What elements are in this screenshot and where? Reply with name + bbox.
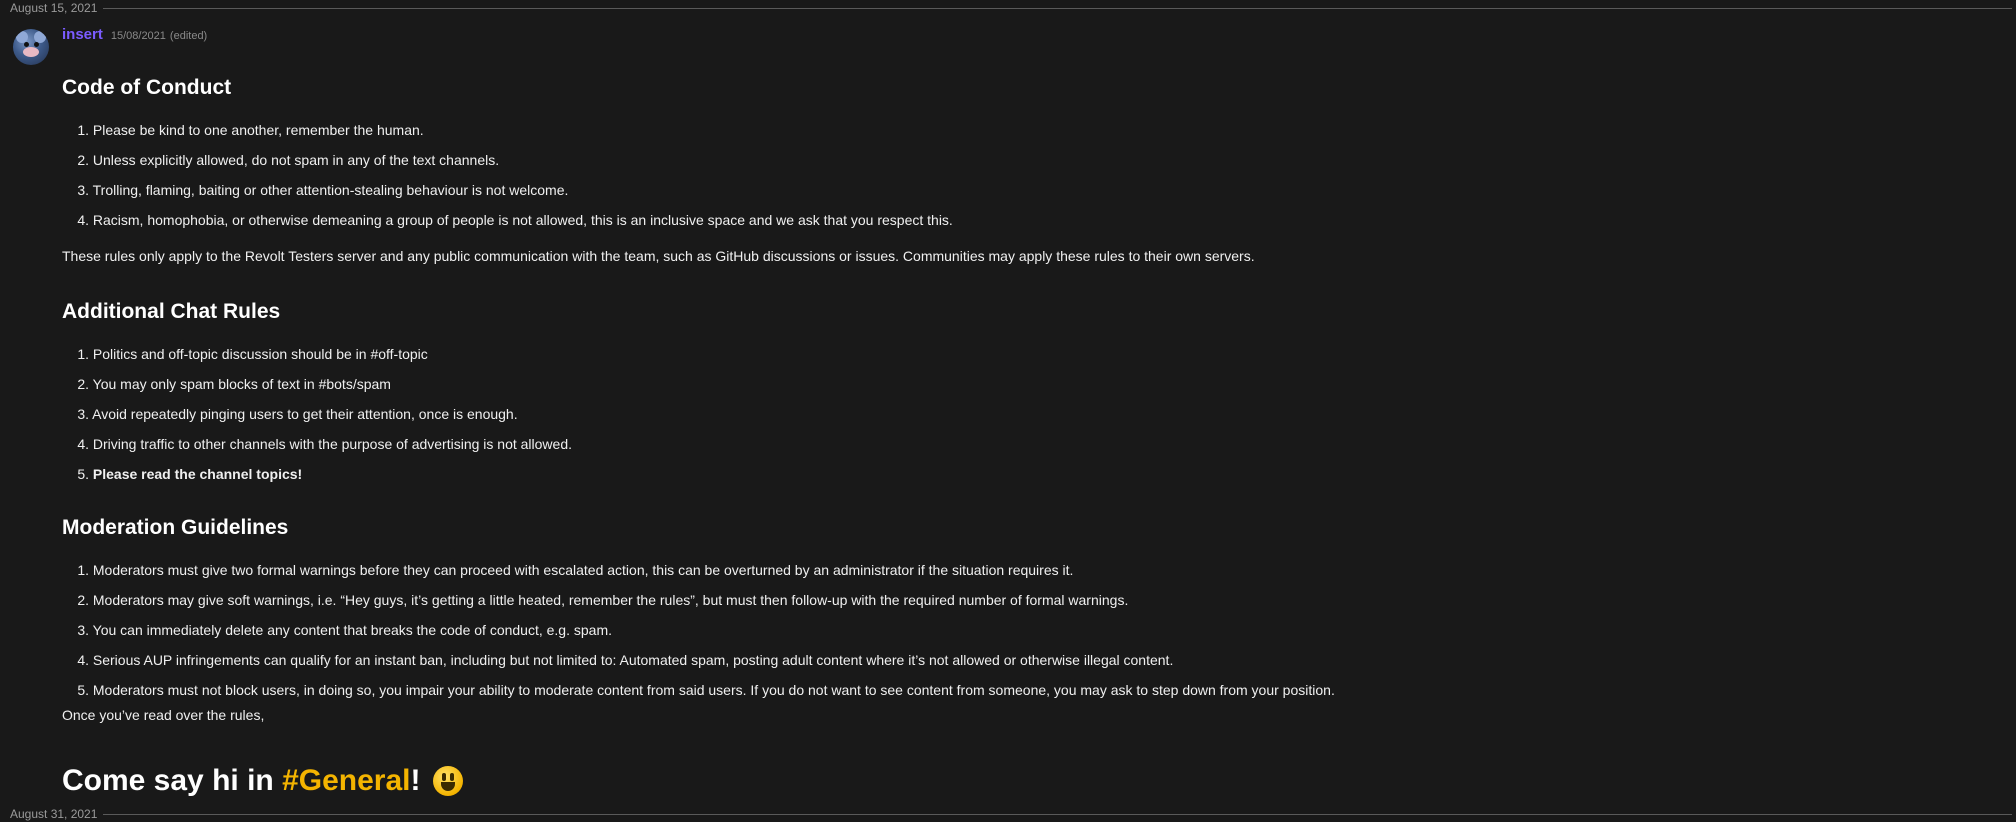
date-divider [0,0,2016,16]
moderation-list [62,555,1335,705]
channel-link-general[interactable]: #General [282,764,411,797]
cta-heading [62,764,463,798]
list-item: 5 . Moderators must not block users, in doing so, you impair your ability to moderate content from said users. If you do not want to see content from someone, you may ask to step down from your position. [62,675,1335,705]
list-item: 1 . Moderators must give two formal warnings before they can proceed with escalated action, this can be overturned by an administrator if the situation requires it. [62,555,1335,585]
list-item: 1 . Politics and off-topic discussion should be in #off-topic [62,339,572,369]
list-item: 4 . Racism, homophobia, or otherwise demeaning a group of people is not allowed, this is an inclusive space and we ask that you respect this. [62,205,953,235]
list-item: 3 . You can immediately delete any content that breaks the code of conduct, e.g. spam. [62,615,1335,645]
divider-line [103,814,2012,815]
list-item: 3 . Avoid repeatedly pinging users to get their attention, once is enough. [62,399,572,429]
conduct-list [62,115,953,235]
divider-line [103,8,2012,9]
edited-indicator: (edited) [169,30,208,42]
message-timestamp: 15/08/2021 [110,30,166,42]
grinning-face-emoji-icon [433,766,463,796]
list-item: 4 . Serious AUP infringements can qualify for an instant ban, including but not limited to: Automated spam, posting adult content where it’s not allowed or otherwise illegal content. [62,645,1335,675]
avatar-snout [23,47,39,57]
message-content [62,26,2002,797]
list-item: 1 . Please be kind to one another, remember the human. [62,115,953,145]
list-item: 4 . Driving traffic to other channels with the purpose of advertising is not allowed. [62,429,572,459]
list-item: 5 . Please read the channel topics! [62,459,572,489]
section-title-chat: Additional Chat Rules [62,300,281,323]
list-item: 2 . Unless explicitly allowed, do not spam in any of the text channels. [62,145,953,175]
avatar[interactable] [13,29,49,65]
section-title-conduct: Code of Conduct [62,76,232,99]
list-item: 2 . Moderators may give soft warnings, i.e. “Hey guys, it’s getting a little heated, remember the rules”, but must then follow-up with the required number of formal warnings. [62,585,1335,615]
message-header [62,26,2002,48]
date-divider [0,806,2016,822]
conduct-note: These rules only apply to the Revolt Testers server and any public communication with the team, such as GitHub discussions or issues. Communities may apply these rules to their own servers. [62,248,1255,264]
divider-date: August 31, 2021 [10,807,98,821]
avatar-eye [34,42,39,47]
list-item: 2 . You may only spam blocks of text in #bots/spam [62,369,572,399]
section-title-moderation: Moderation Guidelines [62,516,289,539]
divider-date: August 15, 2021 [10,1,98,15]
list-item: 3 . Trolling, flaming, baiting or other attention-stealing behaviour is not welcome. [62,175,953,205]
cta-suffix: ! [410,764,421,797]
closing-text: Once you’ve read over the rules, [62,707,265,723]
cta-prefix: Come say hi in [62,764,283,797]
chat-list [62,339,572,489]
author-name[interactable]: insert [62,26,103,43]
